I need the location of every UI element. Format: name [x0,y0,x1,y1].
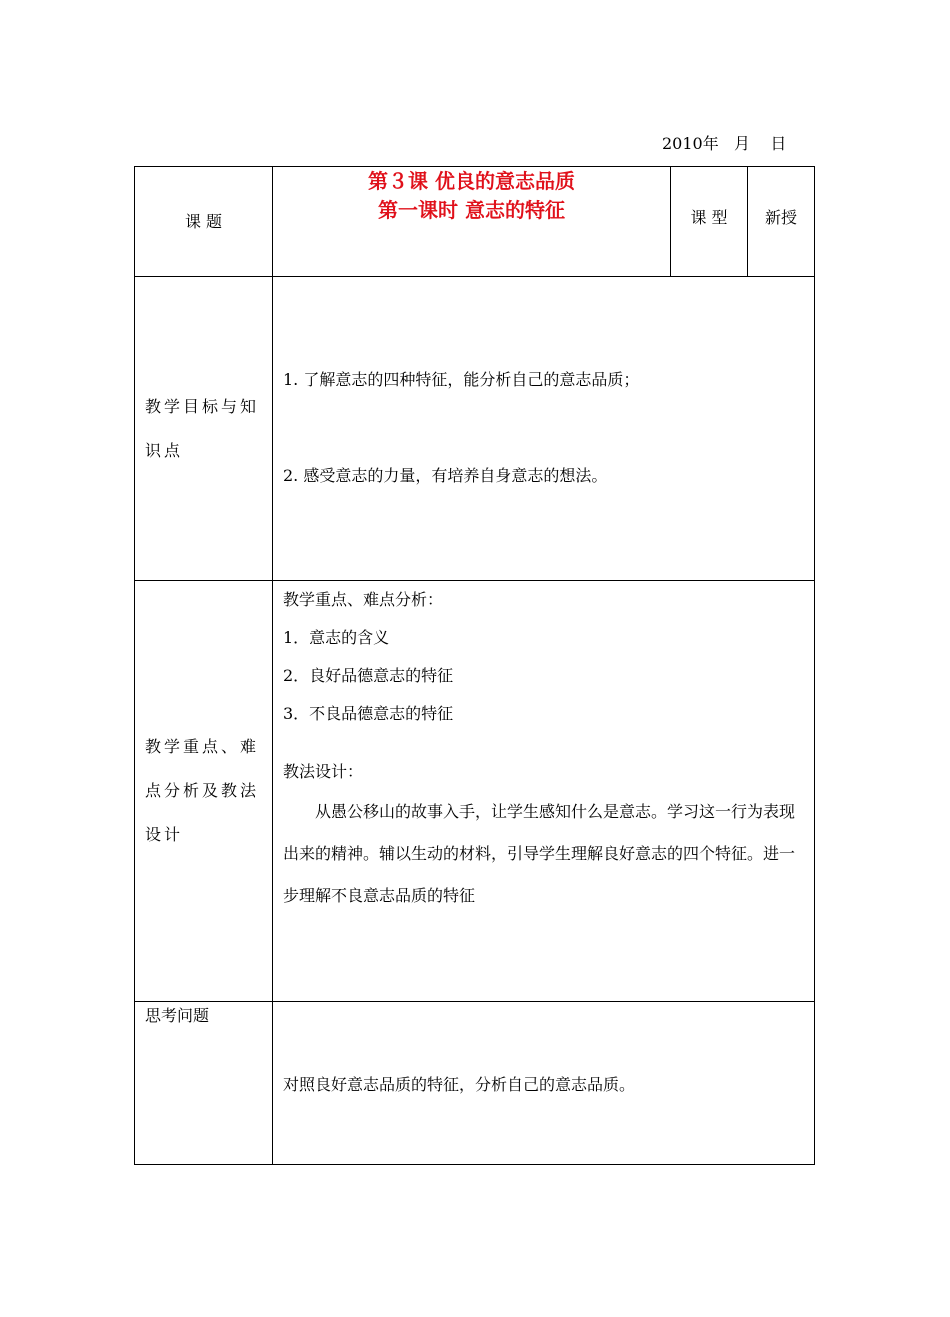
row-key-points [135,581,815,1002]
lesson-title [273,167,671,277]
think-content: 对照良好意志品质的特征，分析自己的意志品质。 [273,1002,815,1165]
key-point-item: 2．良好品德意志的特征 [283,666,454,685]
lesson-title-line1: 第３课 优良的意志品质 [368,169,575,193]
type-value: 新授 [748,167,815,277]
type-label: 课 型 [671,167,748,277]
row-goals [135,277,815,581]
goals-content [273,277,815,581]
think-label: 思考问题 [135,1002,273,1165]
spacer [283,733,804,753]
goals-label: 教学目标与知识点 [135,277,273,581]
topic-label: 课 题 [135,167,273,277]
key-point-item: 3．不良品德意志的特征 [283,704,454,723]
method-heading: 教法设计： [283,762,364,781]
row-topic [135,167,815,277]
spacer [283,399,804,457]
key-points-content [273,581,815,1002]
lesson-title-line2: 第一课时 意志的特征 [378,198,565,222]
goal-item: 2. 感受意志的力量，有培养自身意志的想法。 [283,465,608,485]
key-points-label: 教学重点、难点分析及教法设计 [135,581,273,1002]
key-point-item: 1．意志的含义 [283,628,390,647]
lesson-plan-table [134,166,815,1165]
goal-item: 1. 了解意志的四种特征，能分析自己的意志品质； [283,369,640,389]
method-text: 从愚公移山的故事入手，让学生感知什么是意志。学习这一行为表现出来的精神。辅以生动的材料，引导学生理解良好意志的四个特征。进一步理解不良意志品质的特征 [283,802,796,905]
row-think [135,1002,815,1165]
lesson-date: 2010年 月 日 [662,134,787,153]
key-points-heading: 教学重点、难点分析： [283,590,444,609]
